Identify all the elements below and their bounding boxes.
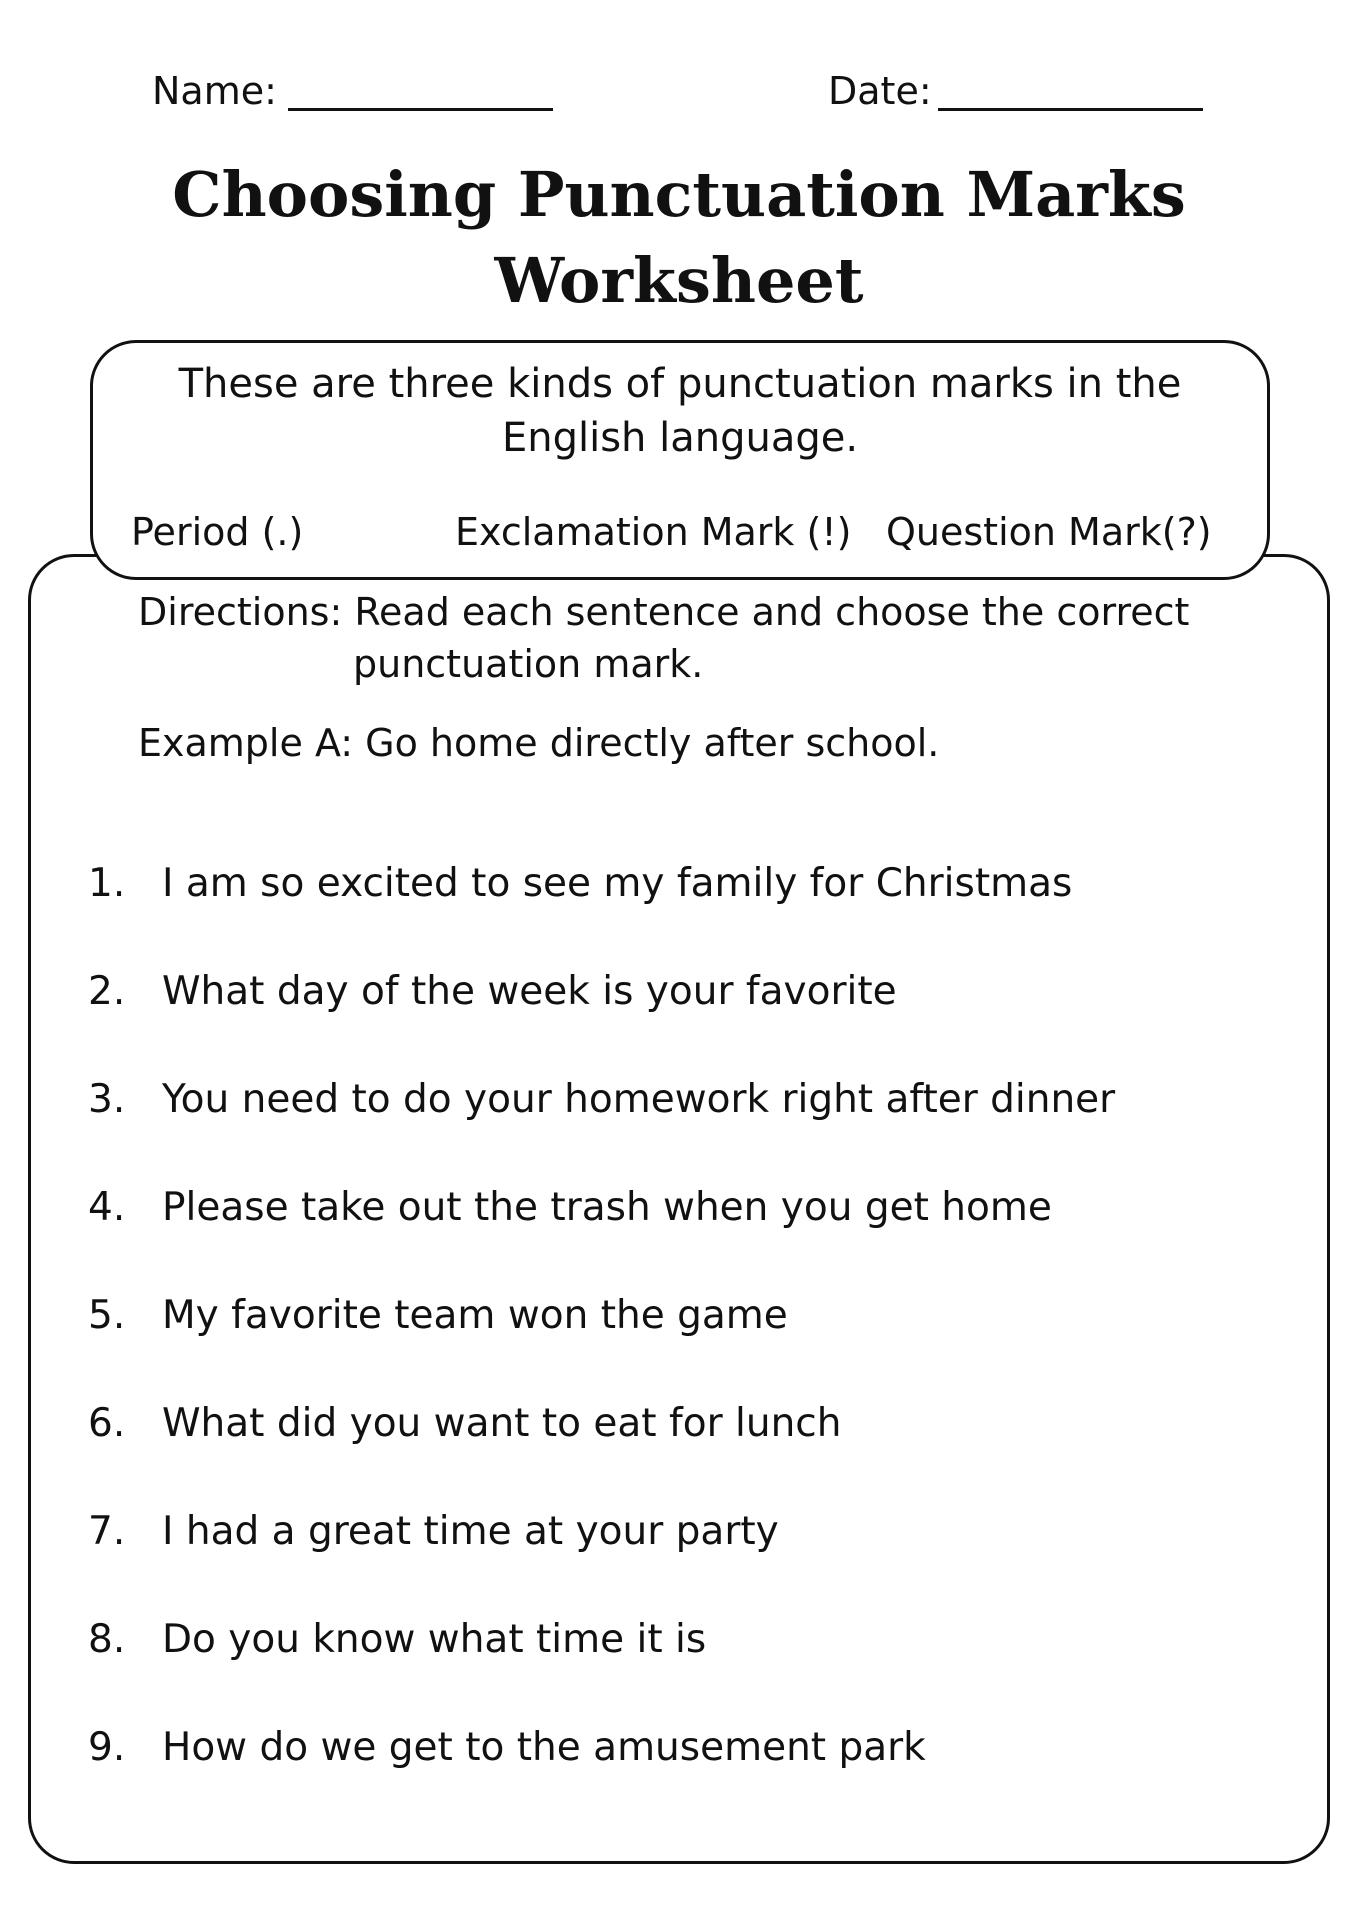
name-blank[interactable] (288, 108, 553, 111)
item-number: 3. (88, 1077, 126, 1122)
item-number: 2. (88, 969, 126, 1014)
list-item (0, 1617, 1358, 1664)
mark-question: Question Mark(?) (886, 510, 1212, 554)
item-number: 8. (88, 1617, 126, 1662)
item-sentence: How do we get to the amusement park (162, 1725, 926, 1770)
directions-line-1: Directions: Read each sentence and choose the correct (138, 590, 1190, 634)
list-item (0, 969, 1358, 1016)
punctuation-info-box (90, 340, 1270, 580)
date-label: Date: (828, 69, 932, 113)
item-number: 9. (88, 1725, 126, 1770)
item-number: 7. (88, 1509, 126, 1554)
item-sentence: My favorite team won the game (162, 1293, 788, 1338)
title-line-2: Worksheet (494, 244, 864, 317)
item-number: 6. (88, 1401, 126, 1446)
item-number: 5. (88, 1293, 126, 1338)
item-sentence: Do you know what time it is (162, 1617, 707, 1662)
item-sentence: I had a great time at your party (162, 1509, 779, 1554)
info-intro: These are three kinds of punctuation marks in the English language. (178, 361, 1182, 461)
mark-exclamation: Exclamation Mark (!) (455, 510, 852, 554)
item-sentence: What did you want to eat for lunch (162, 1401, 842, 1446)
item-sentence: Please take out the trash when you get home (162, 1185, 1052, 1230)
item-sentence: I am so excited to see my family for Christmas (162, 861, 1073, 906)
list-item (0, 1293, 1358, 1340)
list-item (0, 1401, 1358, 1448)
list-item (0, 861, 1358, 908)
title-line-1: Choosing Punctuation Marks (172, 158, 1186, 231)
list-item (0, 1077, 1358, 1124)
list-item (0, 1509, 1358, 1556)
item-number: 4. (88, 1185, 126, 1230)
name-label: Name: (152, 69, 277, 113)
item-number: 1. (88, 861, 126, 906)
list-item (0, 1725, 1358, 1772)
list-item (0, 1185, 1358, 1232)
example-sentence: Example A: Go home directly after school. (138, 721, 940, 765)
directions-line-2: punctuation mark. (353, 642, 704, 686)
item-sentence: You need to do your homework right after dinner (162, 1077, 1116, 1122)
date-blank[interactable] (938, 108, 1203, 111)
page-title (0, 152, 1358, 324)
mark-period: Period (.) (131, 510, 304, 554)
item-sentence: What day of the week is your favorite (162, 969, 897, 1014)
